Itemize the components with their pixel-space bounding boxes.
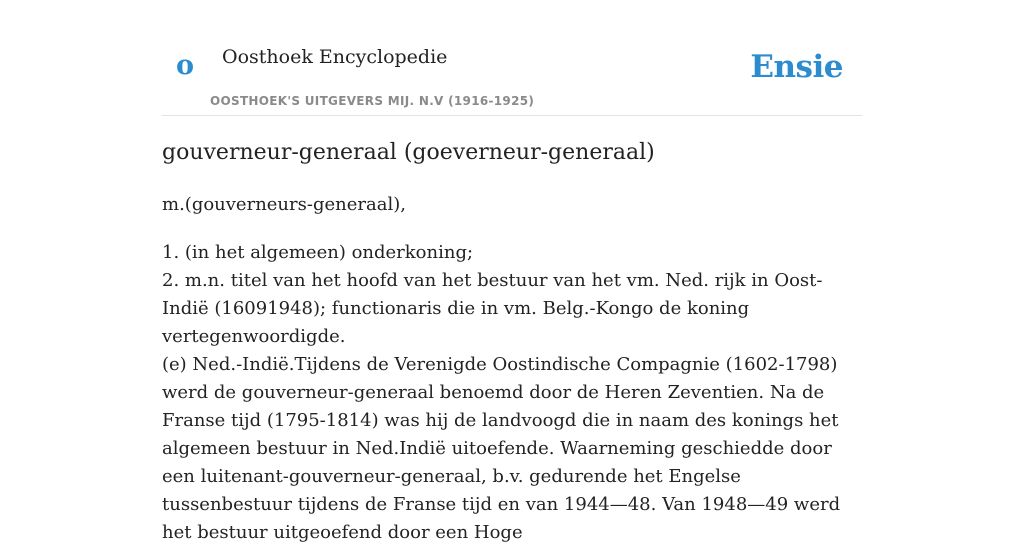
article-body: (e) Ned.-Indië.Tijdens de Verenigde Oostindische Compagnie (1602-1798) werd de gouverneur-generaal benoemd door de Heren Zeventien. Na de Franse tijd (1795-1814) was hij de landvoogd die in naam des konings het algemeen bestuur in Ned.Indië uitoefende. Waarneming geschiedde door een luitenant-gouverneur-generaal, b.v. gedurende het Engelse tussenbestuur tijdens de Franse tijd en van 1944—48. Van 1948—49 werd het bestuur uitgeoefend door een Hoge xyxy=(162,354,841,543)
book-title-link[interactable]: Oosthoek Encyclopedie xyxy=(222,46,448,68)
site-header xyxy=(162,0,862,116)
article-title: gouverneur-generaal (goeverneur-generaal) xyxy=(162,140,655,165)
definition-item: 1. (in het algemeen) onderkoning; xyxy=(162,242,474,263)
definition-list xyxy=(162,239,862,351)
page-container xyxy=(162,0,862,543)
ensie-logo[interactable]: Ensie xyxy=(750,49,843,85)
publisher-label: OOSTHOEK'S UITGEVERS MIJ. N.V (1916-1925) xyxy=(210,94,535,108)
definition-item: 2. m.n. titel van het hoofd van het bestuur van het vm. Ned. rijk in Oost-Indië (16091948); functionaris die in vm. Belg.-Kongo de koning vertegenwoordigde. xyxy=(162,270,823,347)
book-logo-icon[interactable]: o xyxy=(176,50,195,81)
grammar-note: m.(gouverneurs-generaal), xyxy=(162,194,406,215)
